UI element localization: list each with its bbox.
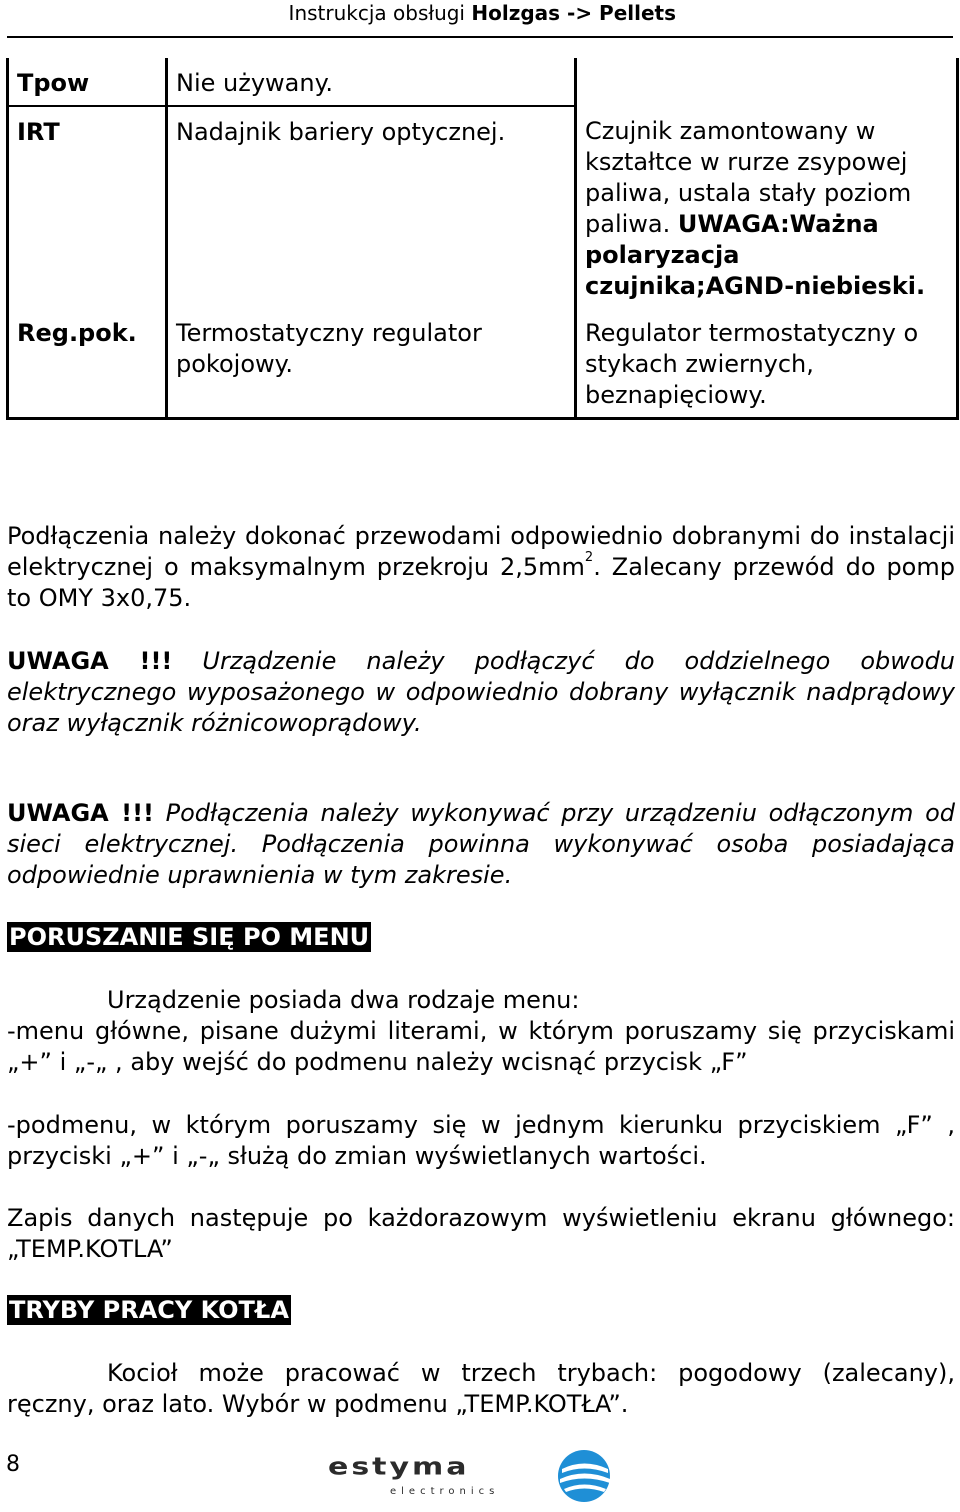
logo-icon <box>326 1444 616 1508</box>
modes-paragraph: Kocioł może pracować w trzech trybach: pogodowy (zalecany), ręczny, oraz lato. Wybór w podmenu „TEMP.KOTŁA”. <box>7 1359 955 1418</box>
menu-sub-description: -podmenu, w którym poruszamy się w jednym kierunku przyciskiem „F” , przyciski „+” i „-„ służą do zmian wyświetlanych wartości. <box>7 1111 955 1170</box>
warning-label: UWAGA !!! <box>7 647 173 675</box>
logo-subtitle: electronics <box>390 1486 500 1497</box>
menu-save-note: Zapis danych następuje po każdorazowym wyświetleniu ekranu głównego: „TEMP.KOTLA” <box>7 1204 955 1263</box>
note-text: Czujnik zamontowany w kształtce w rurze zsypowej paliwa, ustala stały poziom paliwa. <box>585 117 912 238</box>
table-cell-desc: Nie używany. <box>167 58 576 106</box>
header-brand: Holzgas -> Pellets <box>471 1 676 25</box>
estyma-logo <box>326 1444 616 1508</box>
table-row <box>8 58 958 106</box>
logo-symbol-icon <box>558 1450 610 1502</box>
table-cell-note: Regulator termostatyczny o stykach zwiernych, beznapięciowy. <box>576 308 958 419</box>
header-prefix: Instrukcja obsługi <box>288 1 472 25</box>
table-cell-desc: Termostatyczny regulator pokojowy. <box>167 308 576 419</box>
table-cell-name: Reg.pok. <box>8 308 167 419</box>
warning-paragraph-1 <box>7 646 955 739</box>
note-warning: UWAGA:Ważna polaryzacja czujnika;AGND-niebieski. <box>585 210 926 300</box>
table-row <box>8 308 958 419</box>
page-number: 8 <box>6 1452 20 1477</box>
section-title-modes: TRYBY PRACY KOTŁA <box>9 1296 289 1324</box>
header-divider <box>7 36 953 38</box>
superscript: 2 <box>584 550 594 565</box>
table-row <box>8 106 958 308</box>
table-cell-note <box>576 106 958 308</box>
menu-main-description: -menu główne, pisane dużymi literami, w którym poruszamy się przyciskami „+” i „-„ , aby wejść do podmenu należy wcisnąć przycisk „F” <box>7 1017 955 1076</box>
connections-paragraph <box>7 521 955 614</box>
table-cell-name: IRT <box>8 106 167 308</box>
table-cell-desc: Nadajnik bariery optycznej. <box>167 106 576 308</box>
connections-text: Podłączenia należy dokonać przewodami odpowiednio dobranymi do instalacji elektrycznej o maksymalnym przekroju 2,5mm <box>7 522 955 581</box>
menu-intro: Urządzenie posiada dwa rodzaje menu: <box>107 986 580 1014</box>
logo-wordmark: estyma <box>328 1453 470 1481</box>
table-cell-note <box>576 58 958 106</box>
table-cell-name: Tpow <box>8 58 167 106</box>
connections-text-end: . Zalecany przewód do pomp to OMY 3x0,75. <box>7 553 955 612</box>
terminal-table <box>6 58 959 420</box>
warning-label: UWAGA !!! <box>7 799 154 827</box>
section-title-menu: PORUSZANIE SIĘ PO MENU <box>9 923 370 951</box>
warning-text: Urządzenie należy podłączyć do oddzielnego obwodu elektrycznego wyposażonego w odpowiednio dobrany wyłącznik nadprądowy oraz wyłącznik różnicowoprądowy. <box>7 647 956 737</box>
warning-text: Podłączenia należy wykonywać przy urządzeniu odłączonym od sieci elektrycznej. Podłączenia powinna wykonywać osoba posiadająca odpowiednie uprawnienia w tym zakresie. <box>7 799 955 889</box>
warning-paragraph-2 <box>7 798 955 891</box>
page-header <box>289 0 676 26</box>
